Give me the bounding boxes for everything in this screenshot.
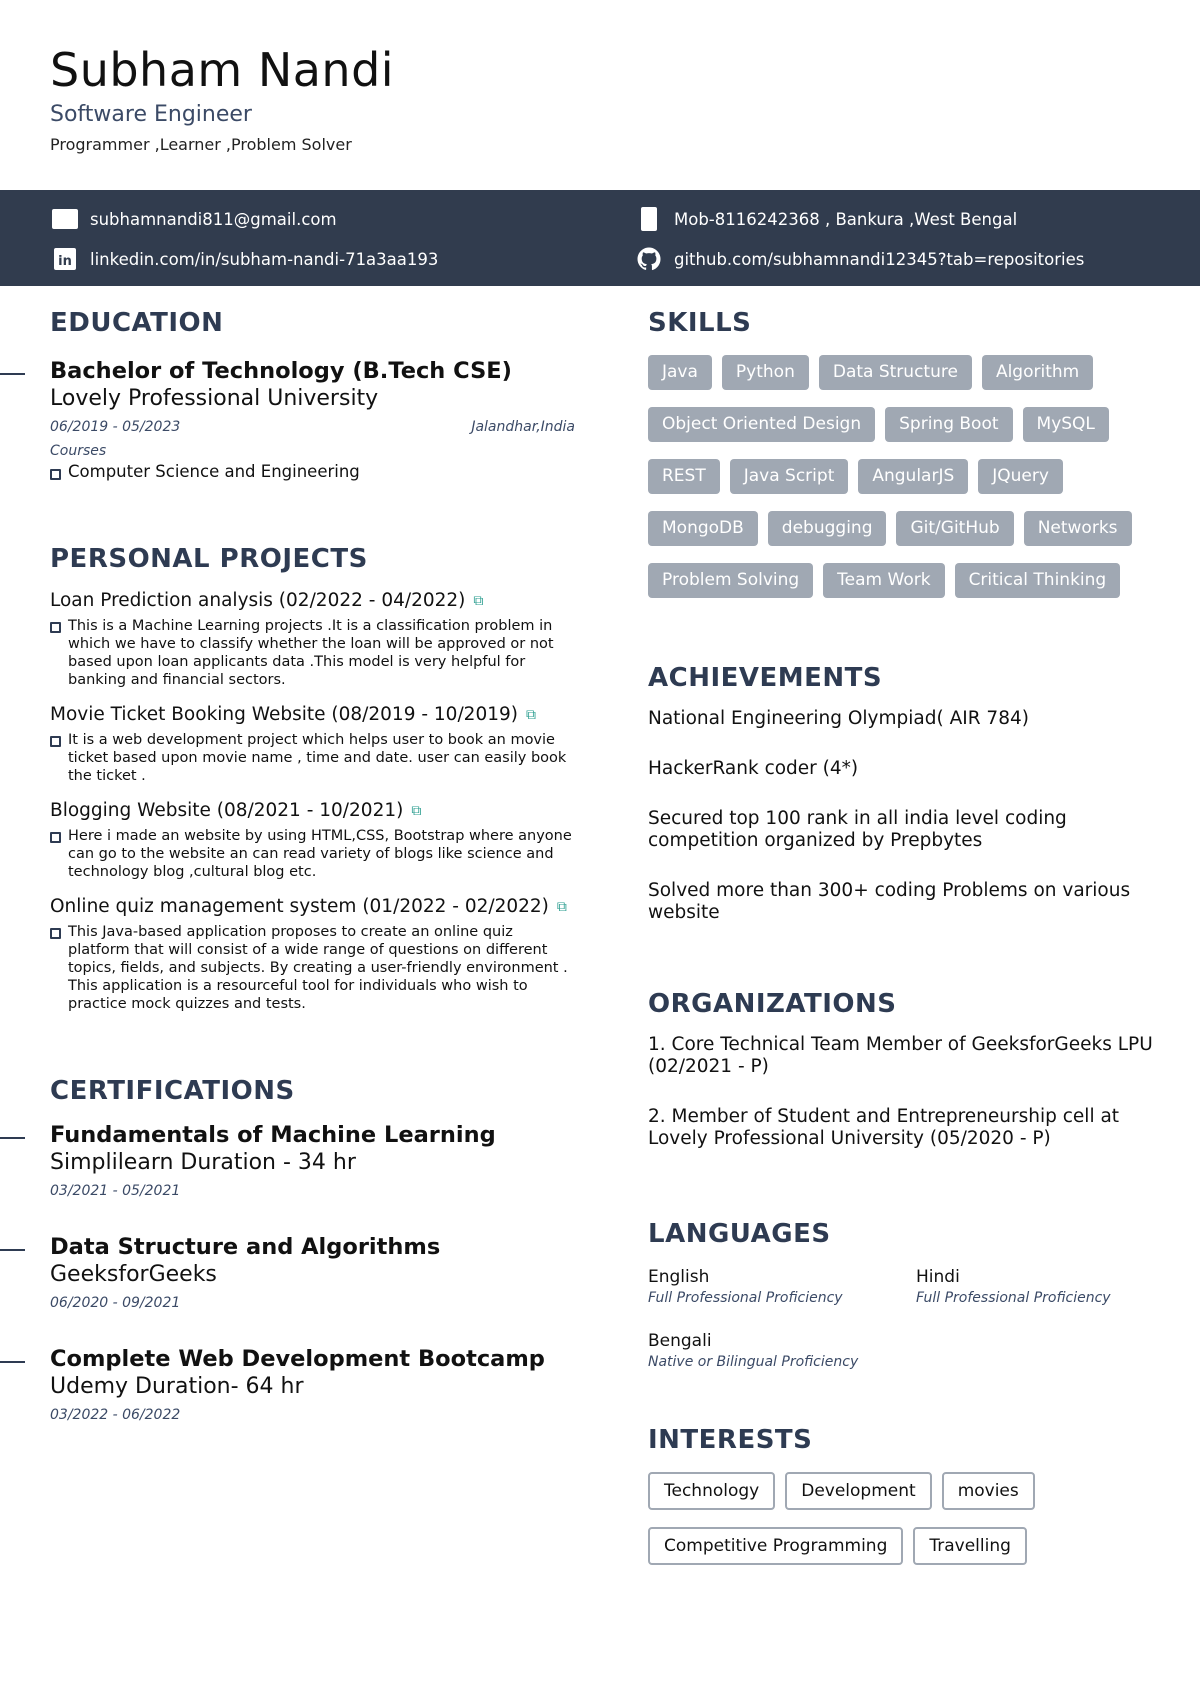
- skill-tag: MySQL: [1023, 407, 1109, 442]
- course-item: Computer Science and Engineering: [50, 461, 575, 483]
- contact-github-text: github.com/subhamnandi12345?tab=repositories: [674, 249, 1085, 269]
- github-icon: [636, 249, 662, 269]
- certifications-title: CERTIFICATIONS: [50, 1076, 295, 1106]
- education-title: EDUCATION: [50, 308, 224, 338]
- certification-issuer: Simplilearn Duration - 34 hr: [50, 1150, 356, 1175]
- organizations-title: ORGANIZATIONS: [648, 989, 897, 1019]
- skills-list: [648, 355, 1148, 598]
- skill-tag: Critical Thinking: [955, 563, 1121, 598]
- skill-tag: Git/GitHub: [896, 511, 1013, 546]
- skill-tag: Problem Solving: [648, 563, 813, 598]
- language-item: [648, 1330, 916, 1372]
- language-name: Hindi: [916, 1267, 960, 1287]
- envelope-icon: [52, 209, 78, 229]
- certification-dates: 06/2020 - 09/2021: [50, 1295, 181, 1311]
- education-meta: [50, 417, 575, 437]
- achievement-item: National Engineering Olympiad( AIR 784): [648, 708, 1029, 729]
- project-desc: This Java-based application proposes to create an online quiz platform that will consist of a wide range of questions on different topics, fields, and subjects. By creating a user-friendly environment . This application is a resourceful tool for individuals who wish to practice mock quizzes and tests.: [50, 923, 575, 1013]
- certification-name: Data Structure and Algorithms: [50, 1234, 441, 1260]
- contact-email-text: subhamnandi811@gmail.com: [90, 209, 337, 229]
- interest-tag: Development: [785, 1472, 931, 1510]
- achievements-list: [648, 708, 1158, 924]
- interests-title: INTERESTS: [648, 1425, 813, 1455]
- entry-marker: [0, 1137, 25, 1139]
- project-item: [50, 703, 575, 785]
- languages-list: [648, 1266, 1158, 1372]
- entry-marker: [0, 1361, 25, 1363]
- projects-title: PERSONAL PROJECTS: [50, 544, 368, 574]
- project-title: Online quiz management system (01/2022 - 02/2022): [50, 896, 549, 917]
- project-desc: Here i made an website by using HTML,CSS, Bootstrap where anyone can go to the website an can read variety of blogs like science and technology blog ,cultural blog etc.: [50, 827, 575, 881]
- courses-label: Courses: [50, 443, 107, 459]
- education-school: Lovely Professional University: [50, 386, 379, 411]
- skill-tag: Python: [722, 355, 809, 390]
- skill-tag: Data Structure: [819, 355, 972, 390]
- candidate-name: Subham Nandi: [50, 43, 395, 97]
- certification-dates: 03/2022 - 06/2022: [50, 1407, 181, 1423]
- organization-item: 2. Member of Student and Entrepreneurship cell at Lovely Professional University (05/2020 - P): [648, 1106, 1120, 1149]
- contact-bar: [0, 190, 1200, 286]
- achievements-title: ACHIEVEMENTS: [648, 663, 883, 693]
- achievement-item: Secured top 100 rank in all india level coding competition organized by Prepbytes: [648, 808, 1067, 851]
- skill-tag: debugging: [768, 511, 887, 546]
- external-link-icon[interactable]: ⧉: [411, 803, 422, 819]
- candidate-tagline: Programmer ,Learner ,Problem Solver: [50, 135, 352, 154]
- skill-tag: REST: [648, 459, 720, 494]
- right-column: [648, 305, 1158, 1565]
- contact-phone-text: Mob-8116242368 , Bankura ,West Bengal: [674, 209, 1018, 229]
- language-level: Full Professional Proficiency: [916, 1290, 1111, 1306]
- achievement-item: HackerRank coder (4*): [648, 758, 859, 779]
- skill-tag: MongoDB: [648, 511, 758, 546]
- contact-linkedin[interactable]: [52, 247, 438, 271]
- skill-tag: Algorithm: [982, 355, 1093, 390]
- interest-tag: Competitive Programming: [648, 1527, 903, 1565]
- skill-tag: AngularJS: [858, 459, 968, 494]
- skill-tag: Team Work: [823, 563, 944, 598]
- certification-entry: [50, 1345, 575, 1425]
- skill-tag: Object Oriented Design: [648, 407, 875, 442]
- contact-linkedin-text: linkedin.com/in/subham-nandi-71a3aa193: [90, 249, 439, 269]
- project-title: Blogging Website (08/2021 - 10/2021): [50, 800, 404, 821]
- project-desc: This is a Machine Learning projects .It is a classification problem in which we have to classify whether the loan will be approved or not based upon loan applicants data .This model is very helpful for banking and financial sectors.: [50, 617, 575, 689]
- skill-tag: JQuery: [978, 459, 1063, 494]
- language-level: Full Professional Proficiency: [648, 1290, 843, 1306]
- entry-marker: [0, 373, 25, 375]
- language-level: Native or Bilingual Proficiency: [648, 1354, 859, 1370]
- skill-tag: Networks: [1024, 511, 1132, 546]
- interest-tag: Technology: [648, 1472, 775, 1510]
- project-item: [50, 895, 575, 1013]
- interest-tag: Travelling: [913, 1527, 1027, 1565]
- skills-title: SKILLS: [648, 308, 752, 338]
- achievement-item: Solved more than 300+ coding Problems on various website: [648, 880, 1131, 923]
- phone-icon: [636, 209, 662, 229]
- organizations-list: [648, 1034, 1158, 1150]
- contact-github[interactable]: [636, 247, 1084, 271]
- education-degree: Bachelor of Technology (B.Tech CSE): [50, 358, 512, 384]
- external-link-icon[interactable]: ⧉: [525, 707, 536, 723]
- organization-item: 1. Core Technical Team Member of GeeksforGeeks LPU (02/2021 - P): [648, 1034, 1153, 1077]
- certification-issuer: GeeksforGeeks: [50, 1262, 217, 1287]
- project-title: Loan Prediction analysis (02/2022 - 04/2022): [50, 590, 466, 611]
- education-entry: [50, 357, 575, 483]
- resume-header: [50, 42, 1150, 156]
- education-dates: 06/2019 - 05/2023: [50, 419, 181, 435]
- skill-tag: Spring Boot: [885, 407, 1012, 442]
- language-name: English: [648, 1267, 710, 1287]
- interest-tag: movies: [942, 1472, 1035, 1510]
- certification-entry: [50, 1233, 575, 1313]
- skill-tag: Java: [648, 355, 712, 390]
- projects-list: [50, 589, 575, 1013]
- entry-marker: [0, 1249, 25, 1251]
- linkedin-icon: in: [52, 249, 78, 269]
- certification-name: Fundamentals of Machine Learning: [50, 1122, 496, 1148]
- certification-entry: [50, 1121, 575, 1201]
- certification-issuer: Udemy Duration- 64 hr: [50, 1374, 304, 1399]
- contact-phone: [636, 207, 1017, 231]
- project-item: [50, 589, 575, 689]
- skill-tag: Java Script: [730, 459, 849, 494]
- project-desc: It is a web development project which helps user to book an movie ticket based upon movie name , time and date. user can easily book the ticket .: [50, 731, 575, 785]
- project-title: Movie Ticket Booking Website (08/2019 - 10/2019): [50, 704, 518, 725]
- left-column: [50, 305, 575, 1425]
- external-link-icon[interactable]: ⧉: [473, 593, 484, 609]
- language-item: [648, 1266, 916, 1308]
- languages-title: LANGUAGES: [648, 1219, 831, 1249]
- project-item: [50, 799, 575, 881]
- language-name: Bengali: [648, 1331, 712, 1351]
- language-item: [916, 1266, 1156, 1308]
- education-location: Jalandhar,India: [471, 419, 575, 435]
- external-link-icon[interactable]: ⧉: [556, 899, 567, 915]
- contact-email[interactable]: [52, 207, 337, 231]
- certification-name: Complete Web Development Bootcamp: [50, 1346, 545, 1372]
- certification-dates: 03/2021 - 05/2021: [50, 1183, 181, 1199]
- candidate-role: Software Engineer: [50, 102, 252, 127]
- interests-list: [648, 1472, 1148, 1565]
